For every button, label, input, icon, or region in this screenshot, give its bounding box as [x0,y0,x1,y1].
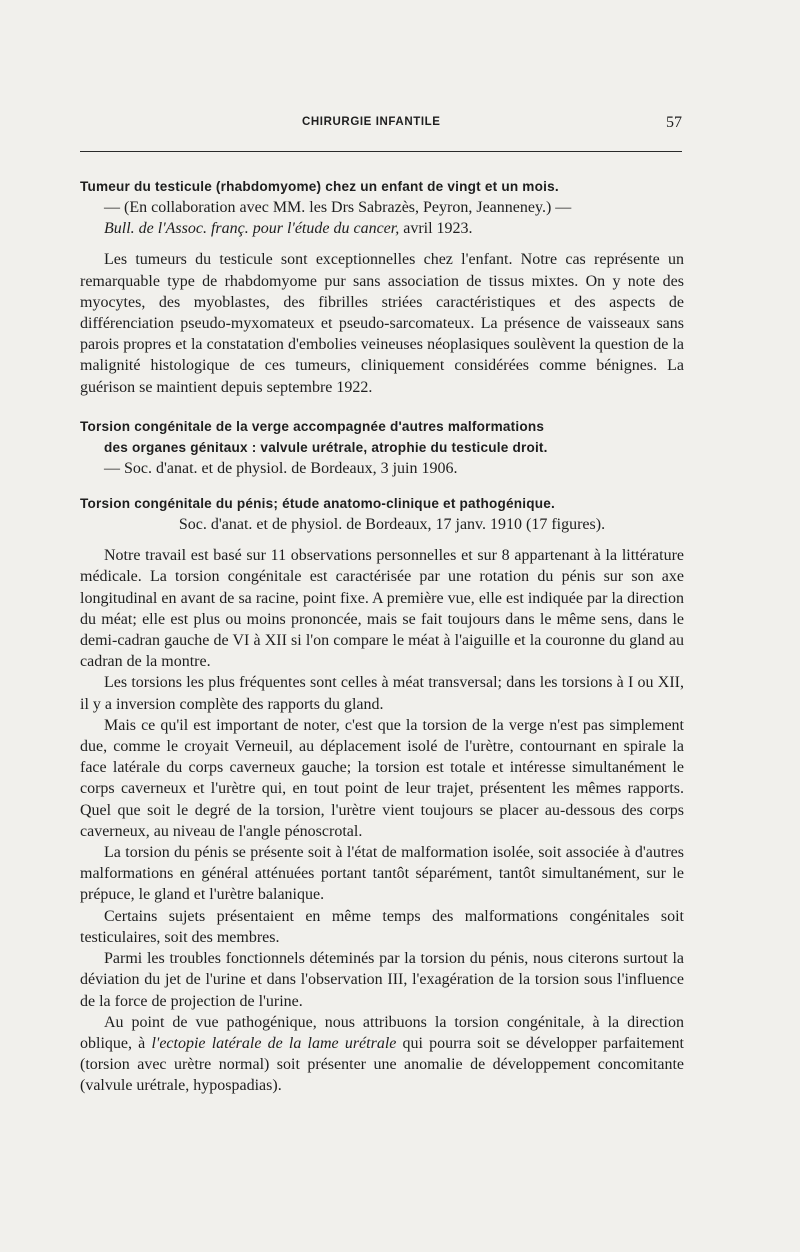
entry-rhabdomyome [80,176,684,398]
reference-date: avril 1923. [399,220,473,238]
entry-reference [80,197,684,239]
reference-line: — (En collaboration avec MM. les Drs Sabrazès, Peyron, Jeanneney.) — [104,199,572,216]
page-number: 57 [666,114,682,131]
entry-torsion-penis [80,493,684,1096]
paragraph-text: Au point de vue pathogénique, nous attribuons la torsion congénitale, à la direction oblique, à [80,1013,684,1052]
paragraph: Parmi les troubles fonctionnels déteminés par la torsion du pénis, nous citerons surtout la déviation du jet de l'urine et dans l'observation III, l'exagération de la torsion sous l'influence de la force de projection de l'urine. [80,950,684,1010]
header-rule [80,151,682,152]
entry-title: Torsion congénitale du pénis; étude anatomo-clinique et pathogénique. [80,496,556,512]
paragraph: Notre travail est basé sur 11 observations personnelles et sur 8 appartenant à la littérature médicale. La torsion congénitale est caractérisée par une rotation du pénis sur son axe longitudinal en avant de sa racine, point fixe. A première vue, elle est indiquée par la direction du méat; elle est plus ou moins prononcée, mais se fait toujours dans le même sens, dans le demi-cadran gauche de VI à XII si l'on compare le méat à l'aiguille et la couronne du gland au cadran de la montre. [80,547,684,671]
entry-title-line: des organes génitaux : valvule urétrale, atrophie du testicule droit. [104,439,548,455]
entry-torsion-verge [80,416,684,479]
entry-reference: Soc. d'anat. et de physiol. de Bordeaux, 17 janv. 1910 (17 figures). [178,516,606,534]
paragraph: La torsion du pénis se présente soit à l'état de malformation isolée, soit associée à d'autres malformations en général atténuées portant tantôt séparément, tantôt simultanément, sur le prépuce, le gland et l'urètre balanique. [80,844,684,904]
page-content [80,176,684,1097]
emphasized-text: l'ectopie latérale de la lame urétrale [151,1034,397,1052]
journal-title: Bull. de l'Assoc. franç. pour l'étude du cancer, [104,220,400,238]
page-header [80,114,682,136]
entry-reference: — Soc. d'anat. et de physiol. de Bordeaux, 3 juin 1906. [104,459,458,477]
running-title: CHIRURGIE INFANTILE [302,116,441,128]
entry-title: Tumeur du testicule (rhabdomyome) chez un enfant de vingt et un mois. [80,179,559,194]
paragraph: Certains sujets présentaient en même temps des malformations congénitales soit testiculaires, soit des membres. [80,907,684,946]
paragraph: Les torsions les plus fréquentes sont celles à méat transversal; dans les torsions à I ou XII, il y a inversion complète des rapports du gland. [80,674,684,713]
paragraph-text: qui pourra soit se développer parfaitement (torsion avec urètre normal) soit présenter une anomalie de développement concomitante (valvule urétrale, hypospadias). [80,1034,685,1095]
entry-title-line: Torsion congénitale de la verge accompagnée d'autres malformations [80,418,545,434]
paragraph: Mais ce qu'il est important de noter, c'est que la torsion de la verge n'est pas simplement due, comme le croyait Verneuil, au déplacement isolé de l'urètre, contournant en spirale la face latérale du corps caverneux gauche; la torsion est totale et intéresse simultanément le corps caverneux et l'urètre qui, en tout point de leur trajet, présentent les mêmes rapports. Quel que soit le degré de la torsion, l'urètre vient toujours se placer au-dessous des corps caverneux, au niveau de l'angle pénoscrotal. [80,716,684,840]
paragraph [80,1012,684,1097]
paragraph: Les tumeurs du testicule sont exceptionnelles chez l'enfant. Notre cas représente un remarquable type de rhabdomyome pur sans association de tissus mixtes. On y note des myocytes, des myoblastes, des fibrilles striées caractéristiques et des aspects de différenciation pseudo-myxomateux et pseudo-sarcomateux. La présence de vaisseaux sans parois propres et la constatation d'embolies veineuses néoplasiques soulèvent la question de la malignité histologique de ces tumeurs, cliniquement considérées comme bénignes. La guérison se maintient depuis septembre 1922. [80,251,684,396]
